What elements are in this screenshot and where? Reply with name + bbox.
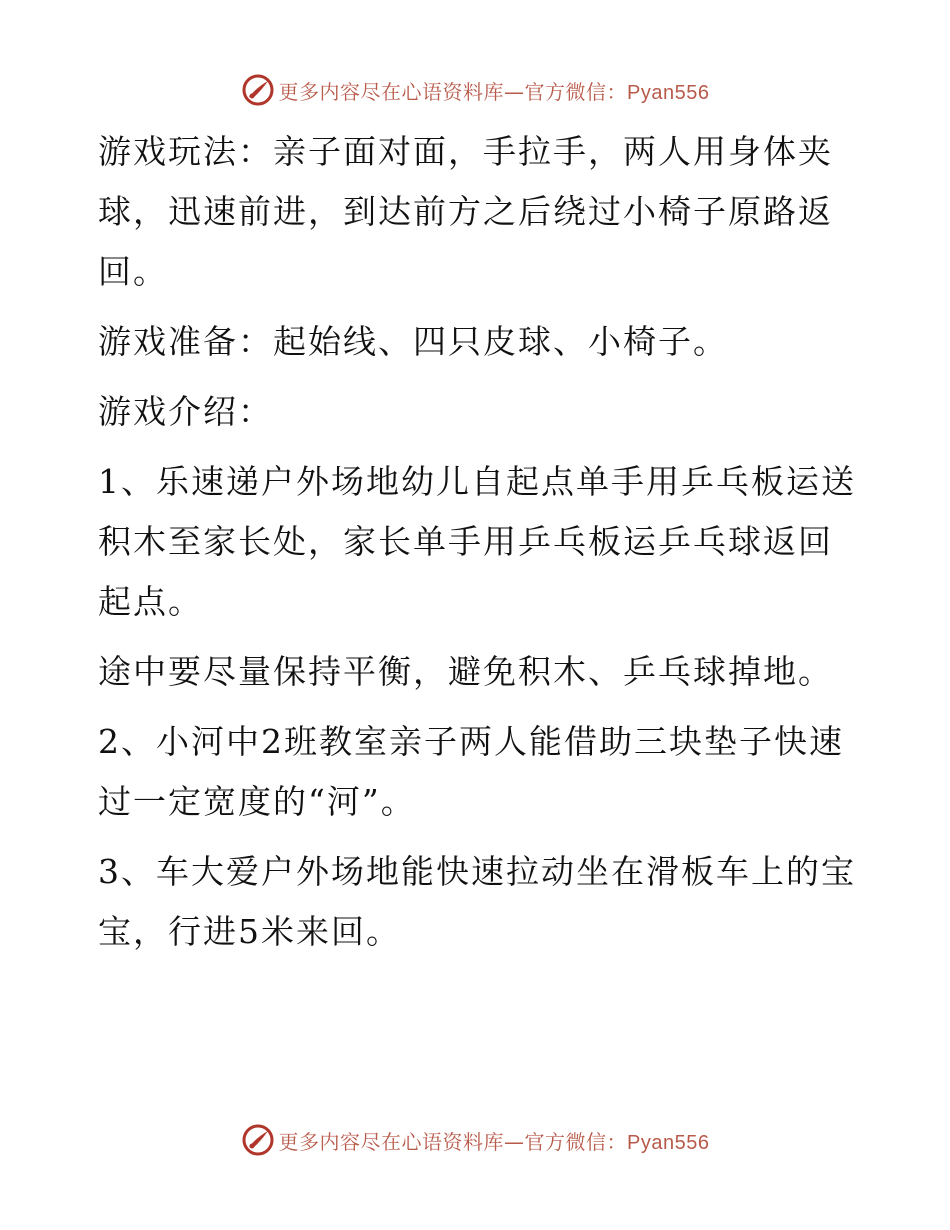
header-banner	[0, 70, 950, 110]
footer-banner-text: 更多内容尽在心语资料库—官方微信：Pyan556	[278, 1129, 710, 1154]
header-banner-text: 更多内容尽在心语资料库—官方微信：Pyan556	[278, 79, 710, 104]
paragraph-game-prep: 游戏准备：起始线、四只皮球、小椅子。	[98, 322, 728, 361]
footer-banner	[0, 1120, 950, 1160]
paragraph-item-1-note: 途中要尽量保持平衡，避免积木、乒乓球掉地。	[98, 652, 833, 691]
quill-logo-icon	[241, 73, 275, 107]
wechat-id: Pyan556	[627, 81, 710, 104]
wechat-id: Pyan556	[627, 1131, 710, 1154]
paragraph-item-3: 3、车大爱户外场地能快速拉动坐在滑板车上的宝宝，行进5米来回。	[98, 852, 856, 951]
document-body	[98, 122, 858, 972]
paragraph-item-1: 1、乐速递户外场地幼儿自起点单手用乒乓板运送积木至家长处，家长单手用乒乓板运乒乓球返回起点。	[98, 462, 856, 621]
paragraph-game-rules: 游戏玩法：亲子面对面，手拉手，两人用身体夹球，迅速前进，到达前方之后绕过小椅子原路返回。	[98, 132, 833, 291]
paragraph-item-2: 2、小河中2班教室亲子两人能借助三块垫子快速过一定宽度的“河”。	[98, 722, 844, 821]
quill-logo-icon	[241, 1123, 275, 1157]
paragraph-game-intro: 游戏介绍：	[98, 392, 273, 431]
